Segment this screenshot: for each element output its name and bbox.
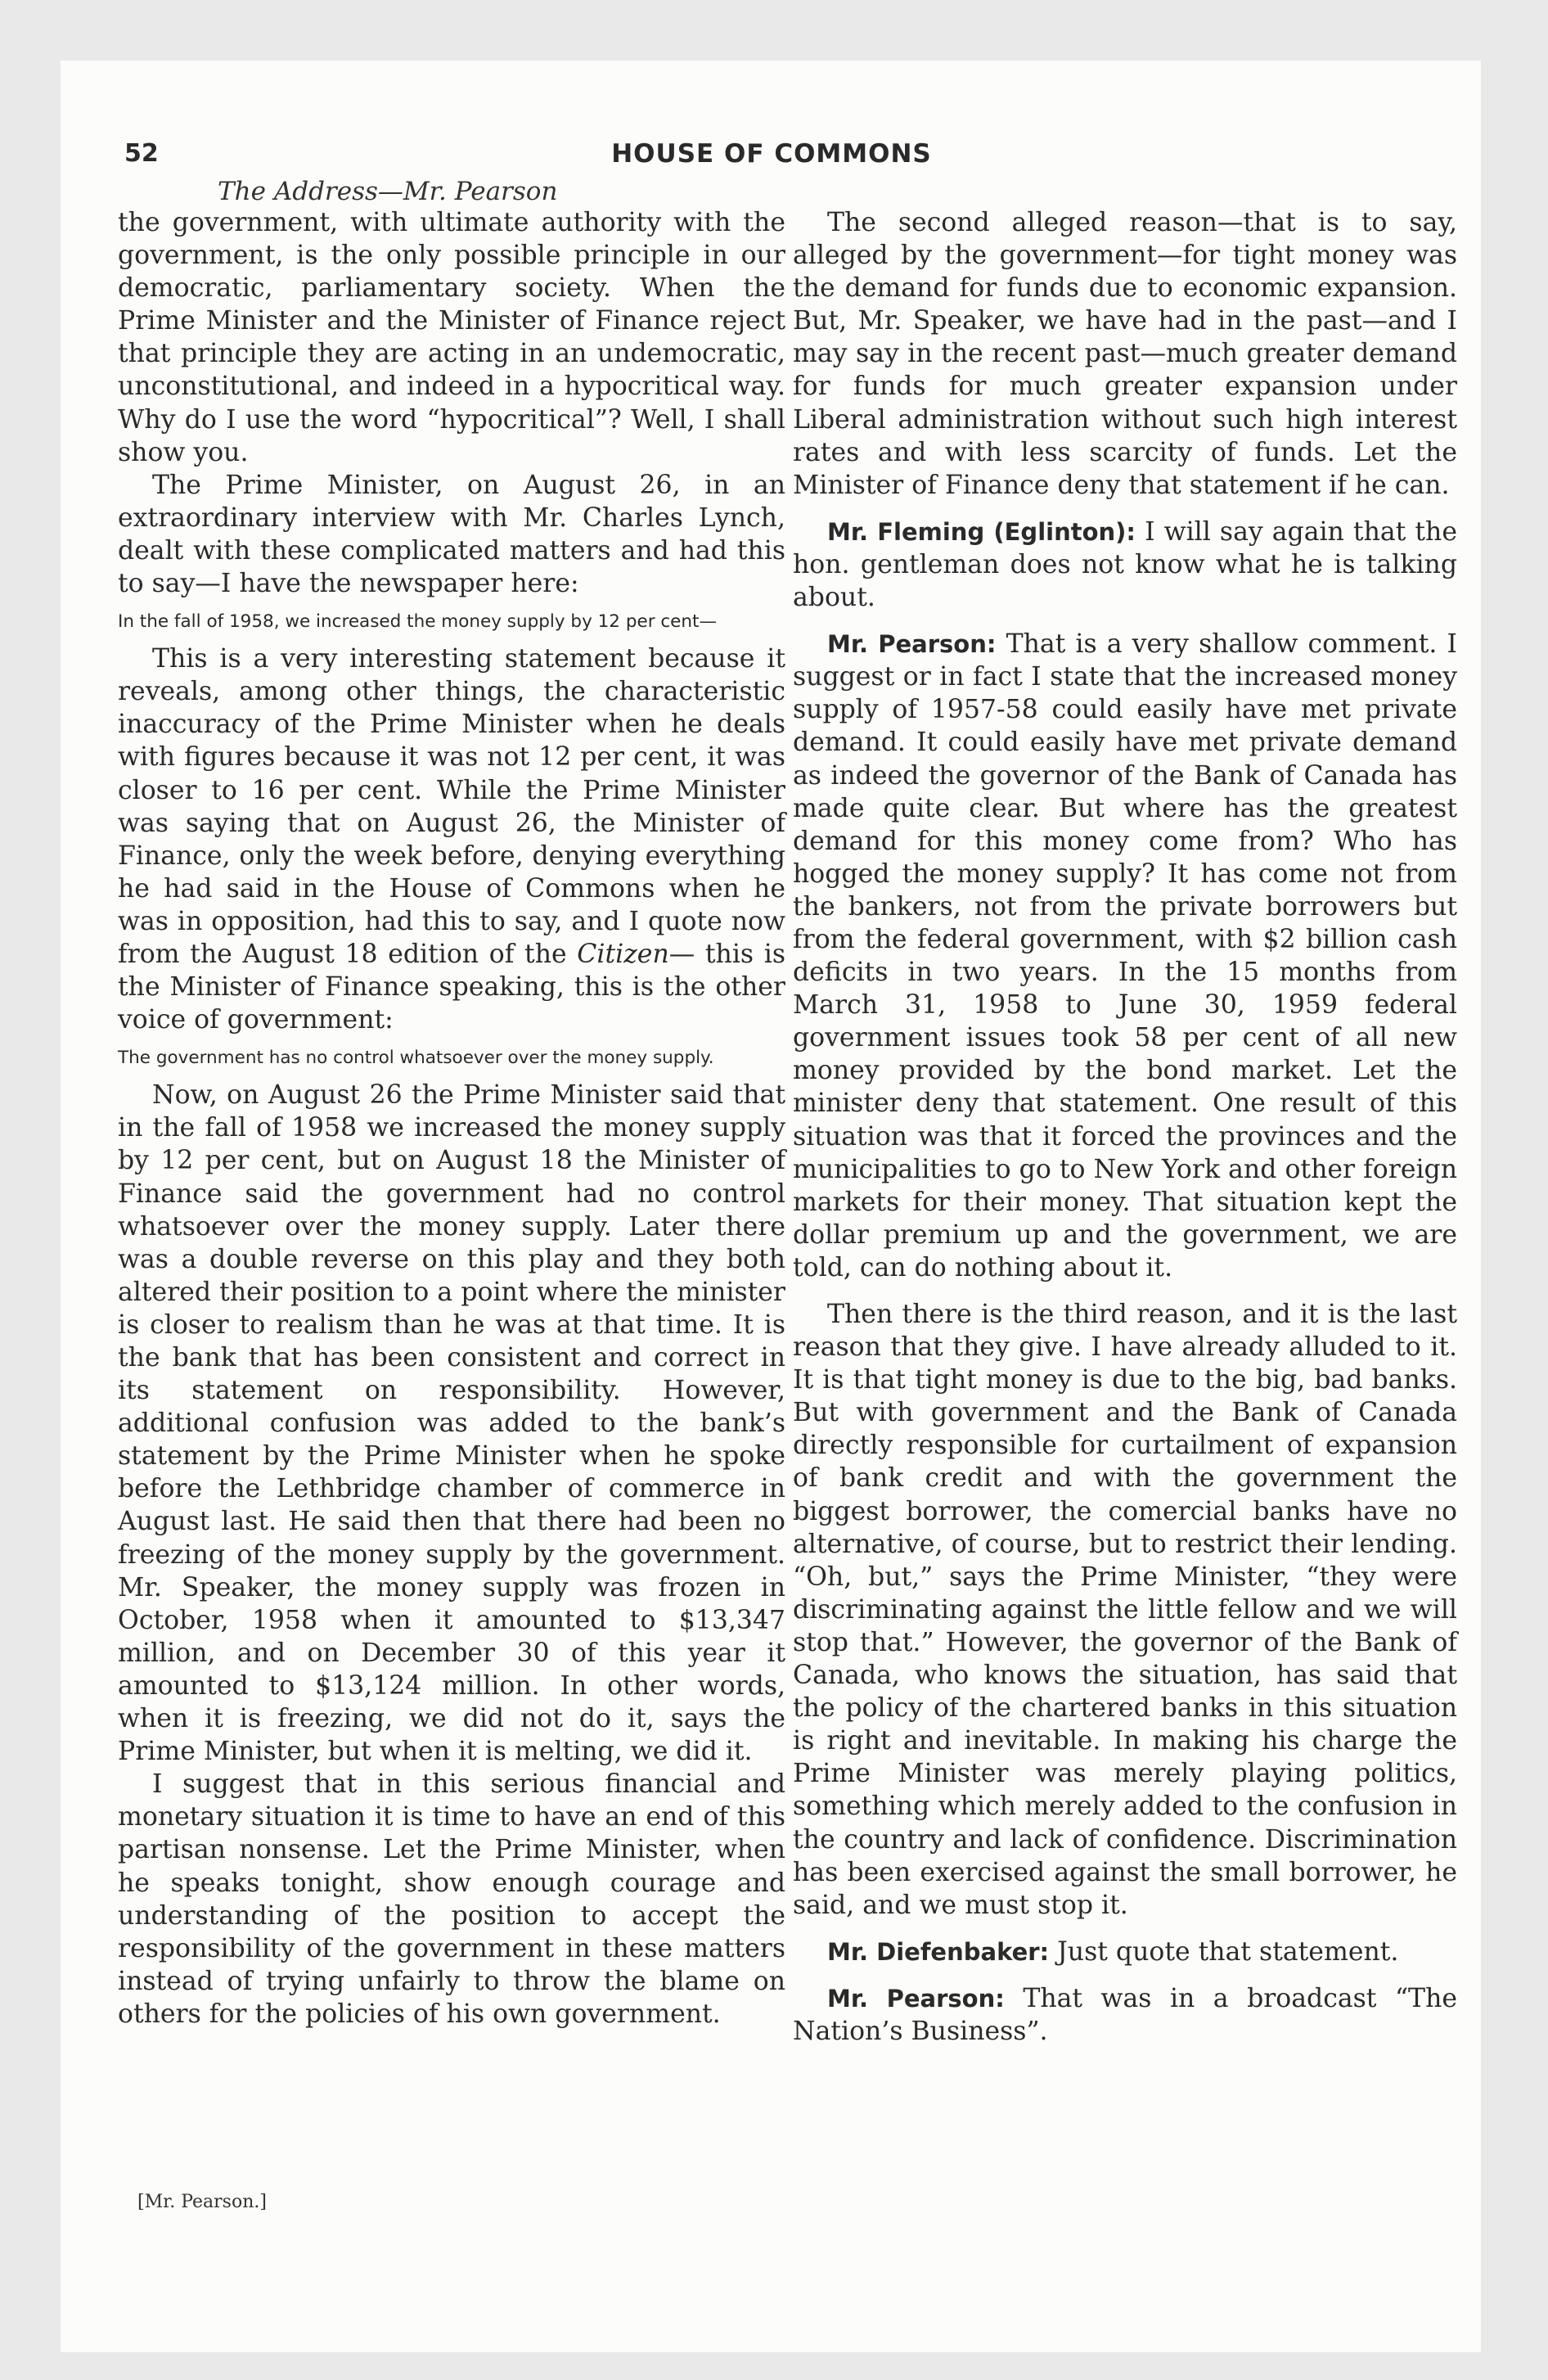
speaker-name: Mr. Fleming (Eglinton): xyxy=(827,517,1136,546)
speech xyxy=(793,1982,1457,2048)
speaker-name: Mr. Pearson: xyxy=(827,1984,1005,2013)
right-column xyxy=(793,206,1457,2048)
italic-title: Citizen xyxy=(577,939,669,969)
block-quote: In the fall of 1958, we increased the money supply by 12 per cent— xyxy=(118,611,717,633)
paragraph: the government, with ultimate authority with the government, is the only possible principle in our democratic, parliamentary society. When the Prime Minister and the Minister of Finance reject that principle they are acting in an undemocratic, unconstitutional, and indeed in a hypocritical way. Why do I use the word “hypocritical”? Well, I shall show you. xyxy=(118,208,785,467)
speech-text: I will say again that the hon. gentleman does not know what he is talking about. xyxy=(793,516,1457,613)
speech-text: That was in a broadcast “The Nation’s Business”. xyxy=(793,1983,1457,2046)
paragraph-text: This is a very interesting statement because it reveals, among other things, the characteristic inaccuracy of the Prime Minister when he deals with figures because it was not 12 per cent, it was closer to 16 per cent. While the Prime Minister was saying that on August 26, the Minister of Finance, only the week before, denying everything he had said in the House of Commons when he was in opposition, had this to say, and I quote now from the August 18 edition of the xyxy=(118,644,785,969)
speech-text: Just quote that statement. xyxy=(1049,1936,1399,1967)
paragraph: Then there is the third reason, and it is the last reason that they give. I have already alluded to it. It is that tight money is due to the big, bad banks. But with government and the Bank of Canada directly responsible for curtailment of expansion of bank credit and with the government the biggest borrower, the comercial banks have no alternative, of course, but to restrict their lending. “Oh, but,” says the Prime Minister, “they were discriminating against the little fellow and we will stop that.” However, the governor of the Bank of Canada, who knows the situation, has said that the policy of the chartered banks in this situation is right and inevitable. In making his charge the Prime Minister was merely playing politics, something which merely added to the confusion in the country and lack of confidence. Discrimination has been exercised against the small borrower, he said, and we must stop it. xyxy=(793,1300,1457,1920)
journal-title: HOUSE OF COMMONS xyxy=(611,139,932,169)
speaker-tag-footer: [Mr. Pearson.] xyxy=(137,2192,267,2212)
paragraph xyxy=(118,642,785,1036)
left-column xyxy=(118,206,785,2031)
running-head xyxy=(124,137,1419,178)
speech xyxy=(793,628,1457,1284)
page-number: 52 xyxy=(124,139,159,168)
speech-text: That is a very shallow comment. I suggest or in fact I state that the increased money supply of 1957-58 could easily have met private demand. It could easily have met private demand as indeed the governor of the Bank of Canada has made quite clear. But where has the greatest demand for this money come from? Who has hogged the money supply? It has come not from the bankers, not from the private borrowers but from the federal government, with $2 billion cash deficits in two years. In the 15 months from March 31, 1958 to June 30, 1959 federal government issues took 58 per cent of all new money provided by the bond market. Let the minister deny that statement. One result of this situation was that it forced the provinces and the municipalities to go to New York and other foreign markets for their money. That situation kept the dollar premium up and the government, we are told, can do nothing about it. xyxy=(793,629,1458,1282)
block-quote: The government has no control whatsoever over the money supply. xyxy=(118,1048,714,1069)
speaker-name: Mr. Diefenbaker: xyxy=(827,1937,1050,1966)
paragraph: The second alleged reason—that is to say, alleged by the government—for tight money was the demand for funds due to economic expansion. But, Mr. Speaker, we have had in the past—and I may say in the recent past—much greater demand for funds for much greater expansion under Liberal administration without such high interest rates and with less scarcity of funds. Let the Minister of Finance deny that statement if he can. xyxy=(793,208,1457,500)
section-subhead: The Address—Mr. Pearson xyxy=(218,177,558,206)
paragraph: The Prime Minister, on August 26, in an extraordinary interview with Mr. Charles Lynch, dealt with these complicated matters and had this to say—I have the newspaper here: xyxy=(118,470,785,599)
paragraph-text: — this is the Minister of Finance speaking, this is the other voice of government: xyxy=(118,939,785,1035)
paragraph: Now, on August 26 the Prime Minister said that in the fall of 1958 we increased the money supply by 12 per cent, but on August 18 the Minister of Finance said the government had no control whatsoever over the money supply. Later there was a double reverse on this play and they both altered their position to a point where the minister is closer to realism than he was at that time. It is the bank that has been consistent and correct in its statement on responsibility. However, additional confusion was added to the bank’s statement by the Prime Minister when he spoke before the Lethbridge chamber of commerce in August last. He said then that there had been no freezing of the money supply by the government. Mr. Speaker, the money supply was frozen in October, 1958 when it amounted to $13,347 million, and on December 30 of this year it amounted to $13,124 million. In other words, when it is freezing, we did not do it, says the Prime Minister, but when it is melting, we did it. xyxy=(118,1080,785,1767)
speaker-name: Mr. Pearson: xyxy=(827,630,997,659)
speech xyxy=(793,516,1457,614)
paragraph: I suggest that in this serious financial and monetary situation it is time to have an end of this partisan nonsense. Let the Prime Minister, when he speaks tonight, show enough courage and understanding of the position to accept the responsibility of the government in these matters instead of trying unfairly to throw the blame on others for the policies of his own government. xyxy=(118,1769,785,2029)
speech xyxy=(793,1936,1457,1968)
